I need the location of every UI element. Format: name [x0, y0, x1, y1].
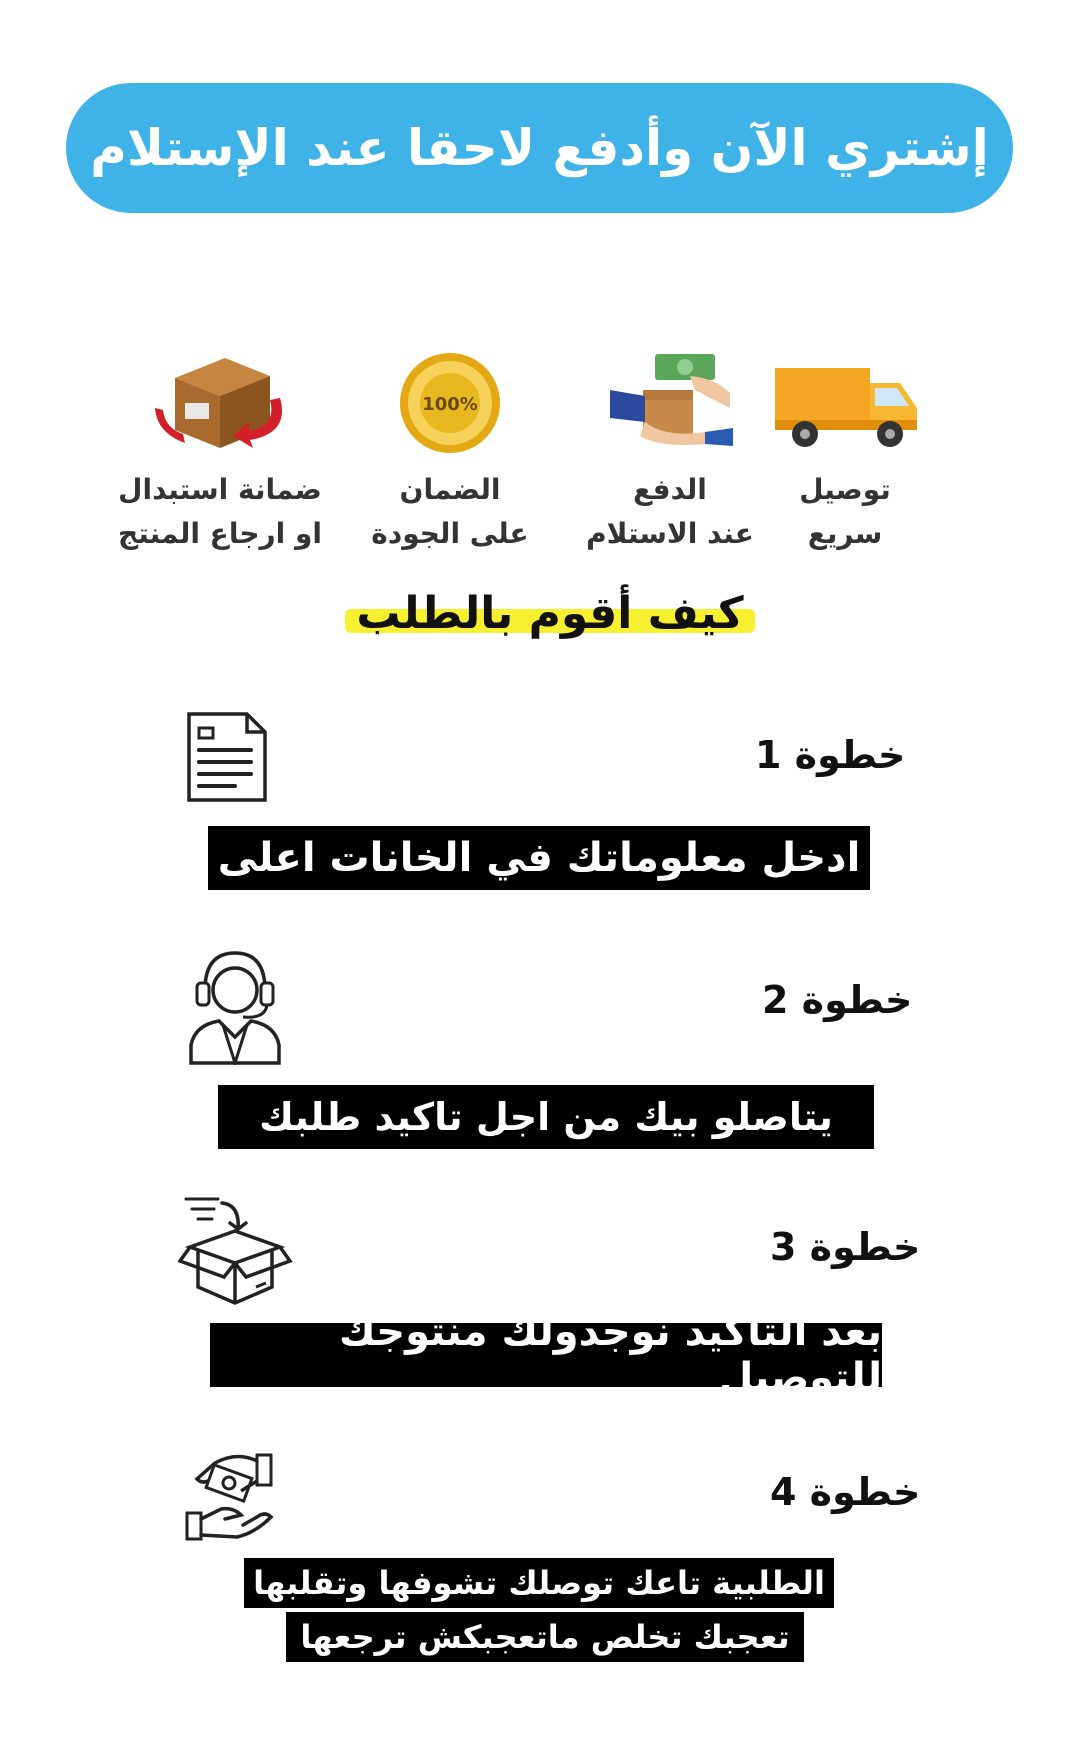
feature-label-line2: او ارجاع المنتج	[118, 517, 322, 550]
feature-label-line1: الضمان	[399, 473, 501, 506]
howto-heading	[345, 585, 755, 641]
step-3-label: خطوة 3	[770, 1225, 921, 1269]
step-3-text-bar	[210, 1309, 882, 1401]
feature-fast-delivery	[745, 340, 945, 553]
step-4-text-bar-2	[286, 1612, 804, 1662]
open-box-icon	[178, 1195, 293, 1314]
step-2-text: يتاصلو بيك من اجل تاكيد طلبك	[259, 1095, 833, 1139]
header-banner	[66, 83, 1013, 213]
step-1-text: ادخل معلوماتك في الخانات اعلى	[217, 835, 861, 881]
step-2-text-bar	[218, 1085, 874, 1149]
feature-label-line2: على الجودة	[371, 517, 529, 550]
feature-label-line1: توصيل	[799, 473, 891, 506]
form-document-icon	[185, 710, 270, 809]
delivery-van-icon	[745, 340, 945, 465]
step-3-text: بعد التاكيد نوجدولك منتوجك للتوصيل	[339, 1309, 882, 1401]
step-4-text-line1: الطلبية تاعك توصلك تشوفها وتقلبها	[253, 1564, 825, 1602]
cash-on-delivery-icon	[570, 340, 770, 465]
step-4-text-line2: تعجبك تخلص ماتعجبكش ترجعها	[300, 1618, 790, 1656]
payment-handshake-icon	[185, 1447, 285, 1551]
customer-support-agent-icon	[185, 945, 285, 1069]
feature-label-line1: ضمانة استبدال	[118, 473, 322, 506]
feature-label-line1: الدفع	[633, 473, 707, 506]
step-1-text-bar	[208, 826, 870, 890]
satisfaction-guarantee-badge-icon	[350, 340, 550, 465]
feature-label-line2: عند الاستلام	[586, 517, 754, 550]
step-1-label: خطوة 1	[755, 733, 906, 777]
step-4-label: خطوة 4	[770, 1470, 921, 1514]
return-box-icon	[110, 340, 330, 465]
howto-title: كيف أقوم بالطلب	[356, 587, 744, 639]
feature-quality-guarantee	[350, 340, 550, 553]
feature-cash-on-delivery	[570, 340, 770, 553]
step-2-label: خطوة 2	[762, 978, 913, 1022]
step-4-text-bar-1	[244, 1558, 834, 1608]
feature-return-guarantee	[110, 340, 330, 553]
badge-text: 100%	[422, 393, 478, 415]
banner-title: إشتري الآن وأدفع لاحقا عند الإستلام	[90, 119, 989, 177]
feature-label-line2: سريع	[807, 517, 883, 550]
